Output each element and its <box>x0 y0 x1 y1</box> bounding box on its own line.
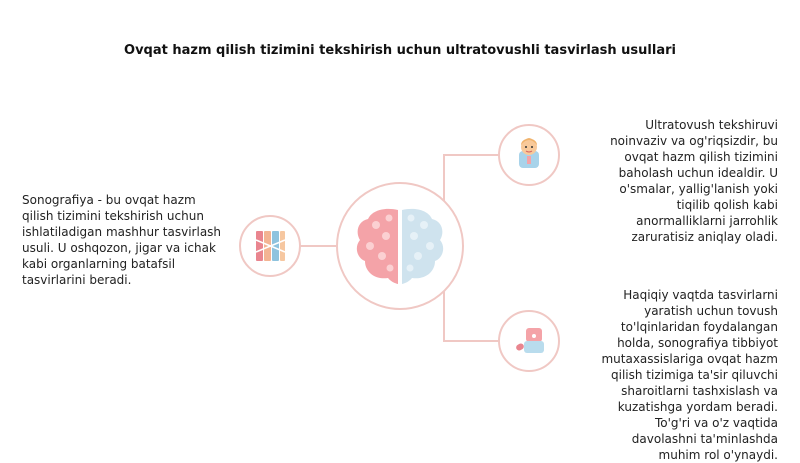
center-node <box>337 183 463 309</box>
right-top-node <box>499 125 559 185</box>
page-title: Ovqat hazm qilish tizimini tekshirish uchun ultratovushli tasvirlash usullari <box>124 43 676 58</box>
right-bottom-description: Haqiqiy vaqtda tasvirlarni yaratish uchun tovush to'lqinlaridan foydalangan holda, sonografiya tibbiyot mutaxassislariga ovqat hazm qilish tizimiga ta'sir qiluvchi sharoitlarni tashxislash va kuzatishga yordam beradi. To'g'ri va o'z vaqtida davolashni ta'minlashda muhim rol o'ynaydi. <box>601 288 778 462</box>
left-description: Sonografiya - bu ovqat hazm qilish tizimini tekshirish uchun ishlatiladigan mashhur tasvirlash usuli. U oshqozon, jigar va ichak kabi organlarning batafsil tasvirlarini beradi. <box>22 193 222 287</box>
right-bottom-node <box>499 311 559 371</box>
book-icon <box>256 231 285 261</box>
doctor-icon <box>519 138 539 168</box>
left-node <box>240 216 300 276</box>
right-top-description: Ultratovush tekshiruvi noinvaziv va og'riqsizdir, bu ovqat hazm qilish tizimini baholash uchun idealdir. U o'smalar, yallig'lanish yoki tiqilib qolish kabi anormalliklarni jarrohlik zaruratisiz aniqlay oladi. <box>610 118 778 244</box>
